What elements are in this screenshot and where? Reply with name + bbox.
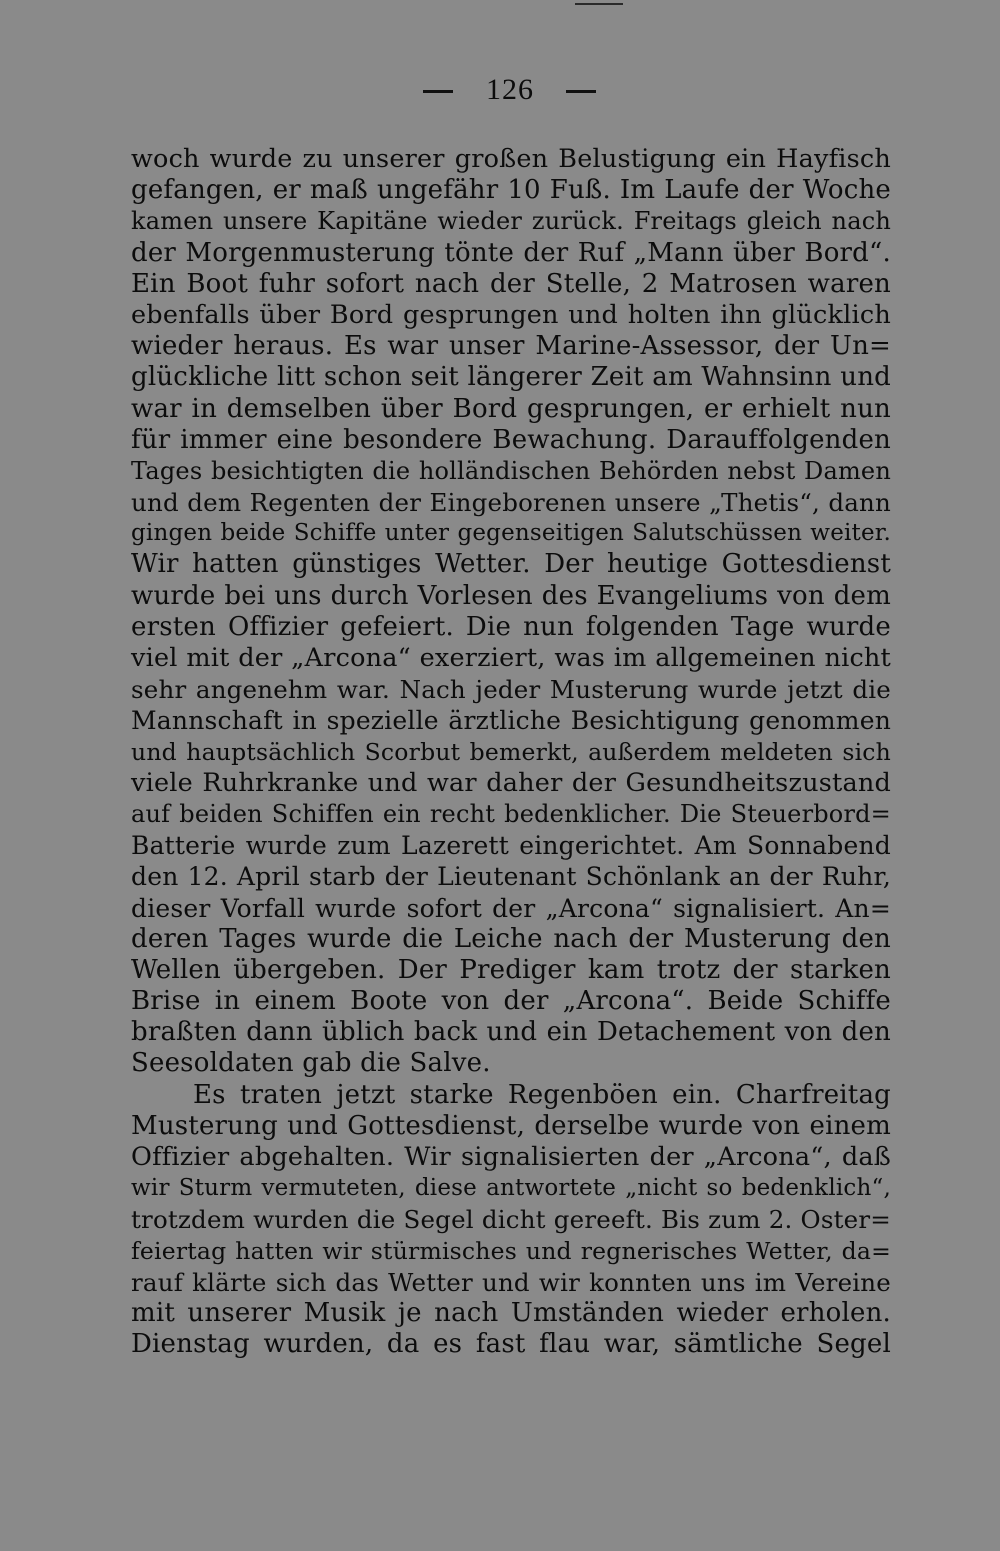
text-line: Dienstag wurden, da es fast flau war, sämtliche Segel: [131, 1329, 891, 1360]
text-line: und hauptsächlich Scorbut bemerkt, außerdem meldeten sich: [131, 737, 891, 766]
text-line: wir Sturm vermuteten, diese antwortete „nicht so bedenklich“,: [131, 1175, 891, 1202]
text-line: glückliche litt schon seit längerer Zeit am Wahnsinn und: [131, 362, 891, 393]
text-line: mit unserer Musik je nach Umständen wieder erholen.: [131, 1297, 891, 1328]
text-line: sehr angenehm war. Nach jeder Musterung wurde jetzt die: [131, 675, 891, 705]
text-line: gefangen, er maß ungefähr 10 Fuß. Im Laufe der Woche: [131, 175, 891, 206]
text-line: ersten Offizier gefeiert. Die nun folgenden Tage wurde: [131, 611, 891, 642]
text-line: gingen beide Schiffe unter gegenseitigen Salutschüssen weiter.: [131, 520, 891, 547]
text-line: deren Tages wurde die Leiche nach der Musterung den: [131, 923, 891, 954]
text-line: auf beiden Schiffen ein recht bedenklicher. Die Steuerbord=: [131, 799, 891, 828]
text-line: Offizier abgehalten. Wir signalisierten der „Arcona“, daß: [131, 1142, 891, 1172]
page-number: 126: [486, 73, 534, 106]
text-line: der Morgenmusterung tönte der Ruf „Mann über Bord“.: [131, 237, 891, 268]
text-line: Mannschaft in spezielle ärztliche Besichtigung genommen: [131, 706, 891, 736]
text-line: ebenfalls über Bord gesprungen und holten ihn glücklich: [131, 299, 891, 330]
header-dash-right: [566, 90, 596, 93]
text-line: den 12. April starb der Lieutenant Schönlank an der Ruhr,: [131, 862, 891, 892]
text-line: kamen unsere Kapitäne wieder zurück. Freitags gleich nach: [131, 207, 891, 236]
text-line: und dem Regenten der Eingeborenen unsere „Thetis“, dann: [131, 488, 891, 518]
text-line: braßten dann üblich back und ein Detachement von den: [131, 1017, 891, 1048]
text-line: Tages besichtigten die holländischen Behörden nebst Damen: [131, 456, 891, 485]
text-line: trotzdem wurden die Segel dicht gereeft. Bis zum 2. Oster=: [131, 1205, 891, 1235]
text-line: Musterung und Gottesdienst, derselbe wurde von einem: [131, 1110, 891, 1141]
text-line: Wir hatten günstiges Wetter. Der heutige Gottesdienst: [131, 549, 891, 580]
text-line: woch wurde zu unserer großen Belustigung ein Hayfisch: [131, 144, 891, 174]
text-line: für immer eine besondere Bewachung. Darauffolgenden: [131, 424, 891, 455]
text-line: viele Ruhrkranke und war daher der Gesundheitszustand: [131, 767, 891, 798]
text-line: rauf klärte sich das Wetter und wir konnten uns im Vereine: [131, 1267, 891, 1297]
text-line: dieser Vorfall wurde sofort der „Arcona“ signalisiert. An=: [131, 893, 891, 923]
text-line: Brise in einem Boote von der „Arcona“. Beide Schiffe: [131, 986, 891, 1017]
text-line: war in demselben über Bord gesprungen, er erhielt nun: [131, 393, 891, 424]
paragraph-end-line: Seesoldaten gab die Salve.: [131, 1048, 491, 1079]
text-line: feiertag hatten wir stürmisches und regnerisches Wetter, da=: [131, 1236, 891, 1265]
text-line: wieder heraus. Es war unser Marine-Assessor, der Un=: [131, 331, 891, 362]
paragraph-start-line: Es traten jetzt starke Regenböen ein. Charfreitag: [193, 1079, 891, 1110]
body-text: [131, 144, 891, 1360]
text-line: Batterie wurde zum Lazerett eingerichtet. Am Sonnabend: [131, 831, 891, 861]
page-header: [0, 68, 1000, 112]
text-line: wurde bei uns durch Vorlesen des Evangeliums von dem: [131, 580, 891, 611]
header-dash-left: [423, 90, 453, 93]
top-rule: [575, 3, 623, 5]
text-line: Wellen übergeben. Der Prediger kam trotz der starken: [131, 954, 891, 985]
text-line: viel mit der „Arcona“ exerziert, was im allgemeinen nicht: [131, 643, 891, 673]
text-line: Ein Boot fuhr sofort nach der Stelle, 2 Matrosen waren: [131, 268, 891, 299]
